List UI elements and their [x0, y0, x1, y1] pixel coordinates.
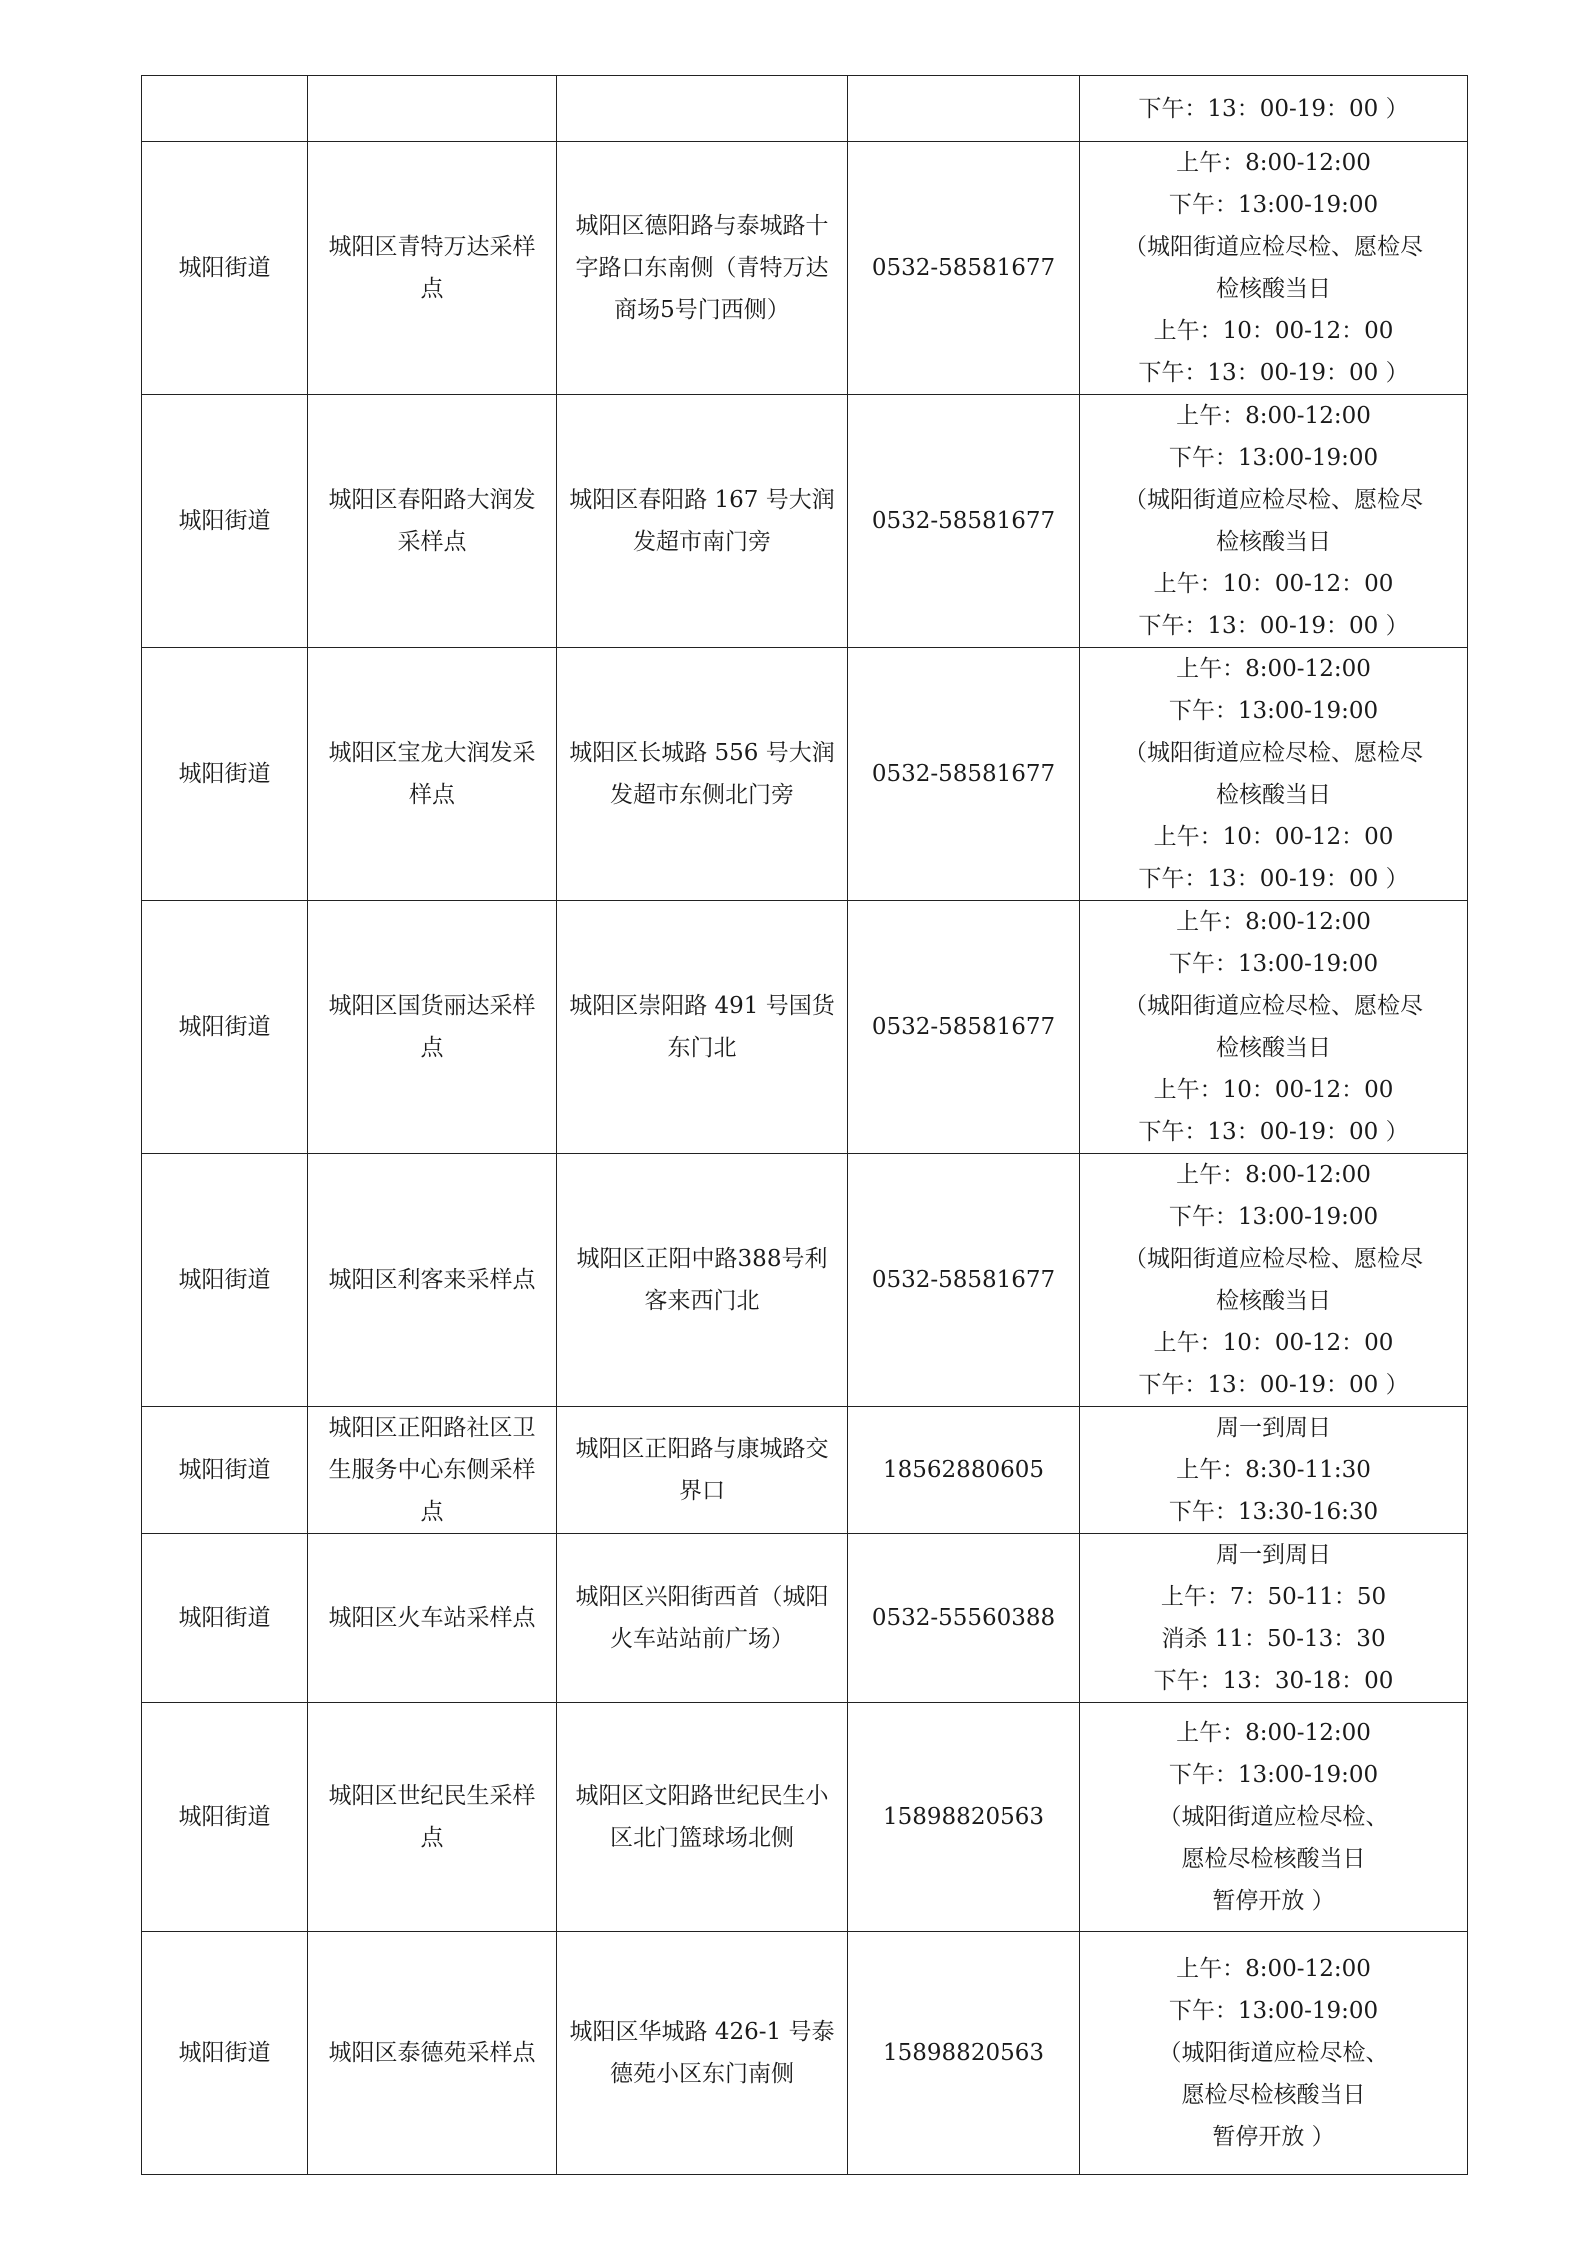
hours-line: 愿检尽检核酸当日	[1181, 2082, 1366, 2108]
hours-cell	[1080, 1407, 1468, 1534]
address-cell: 城阳区长城路 556 号大润发超市东侧北门旁	[557, 648, 848, 901]
hours-line: 上午：8:00-12:00	[1176, 1720, 1371, 1746]
hours-cell	[1080, 1932, 1468, 2175]
address-cell: 城阳区正阳路与康城路交界口	[557, 1407, 848, 1534]
phone-cell	[848, 76, 1080, 142]
hours-line: 下午：13:30-16:30	[1168, 1499, 1379, 1525]
phone-cell: 0532-58581677	[848, 142, 1080, 395]
table-row	[142, 1154, 1468, 1407]
phone-cell: 15898820563	[848, 1932, 1080, 2175]
hours-line: （城阳街道应检尽检、愿检尽	[1124, 487, 1423, 513]
hours-line: 下午：13:00-19:00	[1168, 698, 1379, 724]
hours-line: 下午：13：00-19：00 ）	[1138, 1119, 1409, 1145]
table-row	[142, 901, 1468, 1154]
hours-cell	[1080, 1154, 1468, 1407]
hours-line: （城阳街道应检尽检、愿检尽	[1124, 993, 1423, 1019]
table-row	[142, 1703, 1468, 1932]
hours-line: 下午：13:00-19:00	[1168, 951, 1379, 977]
hours-line: 下午：13：00-19：00 ）	[1138, 613, 1409, 639]
hours-line: 消杀 11：50-13：30	[1161, 1626, 1386, 1652]
phone-cell: 0532-55560388	[848, 1534, 1080, 1703]
hours-line: 下午：13：00-19：00 ）	[1138, 1372, 1409, 1398]
hours-line: 下午：13:00-19:00	[1168, 192, 1379, 218]
street-cell: 城阳街道	[142, 1534, 308, 1703]
table-row	[142, 1407, 1468, 1534]
phone-cell: 18562880605	[848, 1407, 1080, 1534]
hours-cell	[1080, 142, 1468, 395]
street-cell: 城阳街道	[142, 901, 308, 1154]
hours-line: 上午：8:00-12:00	[1176, 1956, 1371, 1982]
hours-line: 上午：10：00-12：00	[1153, 1330, 1394, 1356]
street-cell: 城阳街道	[142, 648, 308, 901]
hours-line: 周一到周日	[1216, 1542, 1331, 1568]
street-cell: 城阳街道	[142, 1932, 308, 2175]
hours-cell	[1080, 1703, 1468, 1932]
hours-line: 下午：13：00-19：00 ）	[1138, 866, 1409, 892]
hours-cell	[1080, 395, 1468, 648]
hours-line: 上午：10：00-12：00	[1153, 318, 1394, 344]
hours-line: 检核酸当日	[1216, 782, 1331, 808]
site-name-cell: 城阳区泰德苑采样点	[308, 1932, 557, 2175]
hours-line: 检核酸当日	[1216, 1035, 1331, 1061]
street-cell: 城阳街道	[142, 1703, 308, 1932]
hours-line: 下午：13:00-19:00	[1168, 1762, 1379, 1788]
hours-cell	[1080, 648, 1468, 901]
hours-line: 上午：8:00-12:00	[1176, 150, 1371, 176]
table-row	[142, 142, 1468, 395]
hours-line: 下午：13:00-19:00	[1168, 1204, 1379, 1230]
site-name-cell: 城阳区正阳路社区卫生服务中心东侧采样点	[308, 1407, 557, 1534]
street-cell: 城阳街道	[142, 1407, 308, 1534]
site-name-cell: 城阳区春阳路大润发采样点	[308, 395, 557, 648]
hours-line: 检核酸当日	[1216, 1288, 1331, 1314]
table-row	[142, 1932, 1468, 2175]
hours-line: 检核酸当日	[1216, 529, 1331, 555]
hours-line: 上午：10：00-12：00	[1153, 824, 1394, 850]
hours-line: （城阳街道应检尽检、	[1158, 2040, 1389, 2066]
phone-cell: 0532-58581677	[848, 648, 1080, 901]
hours-line: （城阳街道应检尽检、	[1158, 1804, 1389, 1830]
site-name-cell: 城阳区青特万达采样点	[308, 142, 557, 395]
address-cell: 城阳区华城路 426-1 号泰德苑小区东门南侧	[557, 1932, 848, 2175]
table-body	[142, 76, 1468, 2175]
hours-line: 上午：8:00-12:00	[1176, 403, 1371, 429]
site-name-cell: 城阳区世纪民生采样点	[308, 1703, 557, 1932]
hours-line: 上午：8:00-12:00	[1176, 1162, 1371, 1188]
address-cell	[557, 76, 848, 142]
phone-cell: 0532-58581677	[848, 901, 1080, 1154]
site-name-cell: 城阳区宝龙大润发采样点	[308, 648, 557, 901]
phone-cell: 0532-58581677	[848, 395, 1080, 648]
hours-line: 上午：8:00-12:00	[1176, 656, 1371, 682]
address-cell: 城阳区德阳路与泰城路十字路口东南侧（青特万达商场5号门西侧）	[557, 142, 848, 395]
hours-line: 下午：13：30-18：00	[1153, 1668, 1394, 1694]
hours-line: 上午：10：00-12：00	[1153, 1077, 1394, 1103]
hours-line: （城阳街道应检尽检、愿检尽	[1124, 740, 1423, 766]
street-cell: 城阳街道	[142, 1154, 308, 1407]
hours-line: 上午：10：00-12：00	[1153, 571, 1394, 597]
hours-line: 上午：8:30-11:30	[1176, 1457, 1371, 1483]
table-row	[142, 648, 1468, 901]
hours-line: 下午：13：00-19：00 ）	[1138, 95, 1409, 122]
address-cell: 城阳区文阳路世纪民生小区北门篮球场北侧	[557, 1703, 848, 1932]
address-cell: 城阳区崇阳路 491 号国货东门北	[557, 901, 848, 1154]
hours-line: 检核酸当日	[1216, 276, 1331, 302]
address-cell: 城阳区春阳路 167 号大润发超市南门旁	[557, 395, 848, 648]
site-name-cell: 城阳区火车站采样点	[308, 1534, 557, 1703]
address-cell: 城阳区兴阳街西首（城阳火车站站前广场）	[557, 1534, 848, 1703]
hours-line: （城阳街道应检尽检、愿检尽	[1124, 1246, 1423, 1272]
phone-cell: 15898820563	[848, 1703, 1080, 1932]
site-name-cell	[308, 76, 557, 142]
hours-cell	[1080, 1534, 1468, 1703]
street-cell: 城阳街道	[142, 142, 308, 395]
phone-cell: 0532-58581677	[848, 1154, 1080, 1407]
hours-line: 上午：7：50-11：50	[1160, 1584, 1387, 1610]
hours-cell	[1080, 76, 1468, 142]
hours-line: 下午：13:00-19:00	[1168, 1998, 1379, 2024]
hours-line: 下午：13:00-19:00	[1168, 445, 1379, 471]
table-row	[142, 395, 1468, 648]
street-cell	[142, 76, 308, 142]
site-name-cell: 城阳区利客来采样点	[308, 1154, 557, 1407]
sampling-sites-table	[141, 75, 1468, 2175]
hours-line: 上午：8:00-12:00	[1176, 909, 1371, 935]
site-name-cell: 城阳区国货丽达采样点	[308, 901, 557, 1154]
hours-line: 周一到周日	[1216, 1415, 1331, 1441]
hours-line: 暂停开放 ）	[1212, 2124, 1335, 2150]
table-row	[142, 1534, 1468, 1703]
hours-line: 暂停开放 ）	[1212, 1888, 1335, 1914]
hours-line: （城阳街道应检尽检、愿检尽	[1124, 234, 1423, 260]
address-cell: 城阳区正阳中路388号利客来西门北	[557, 1154, 848, 1407]
hours-line: 愿检尽检核酸当日	[1181, 1846, 1366, 1872]
street-cell: 城阳街道	[142, 395, 308, 648]
hours-line: 下午：13：00-19：00 ）	[1138, 360, 1409, 386]
hours-cell	[1080, 901, 1468, 1154]
table-row	[142, 76, 1468, 142]
